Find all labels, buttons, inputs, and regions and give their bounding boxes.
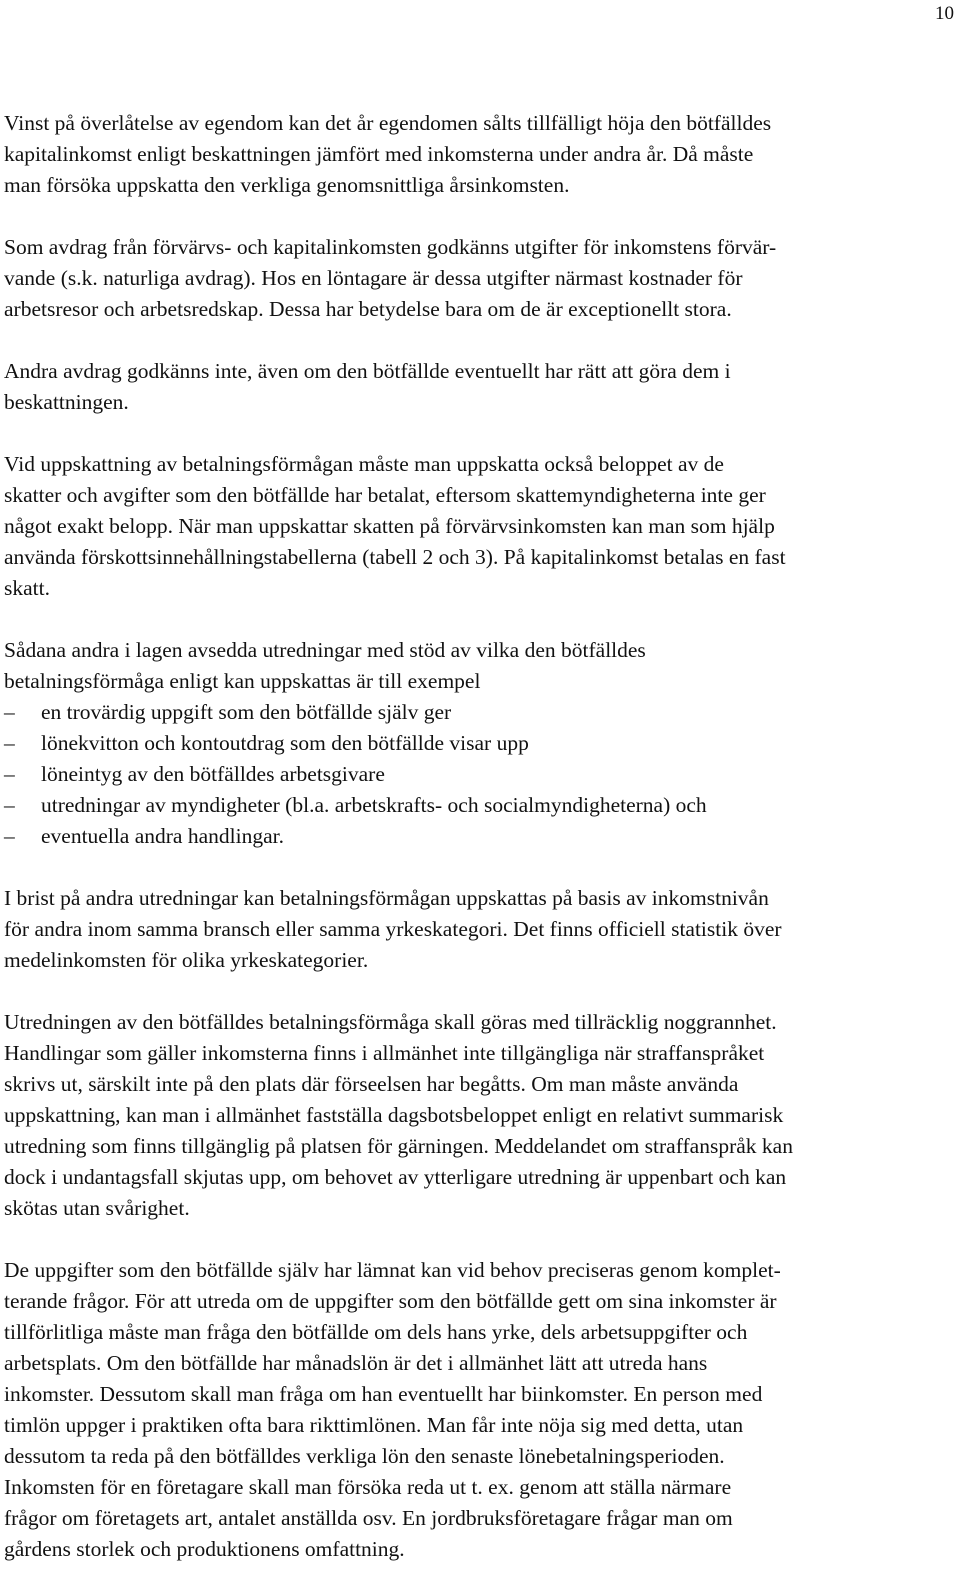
dash-marker: –: [4, 824, 15, 848]
list-item: [4, 697, 948, 728]
page-number: 10: [935, 3, 954, 24]
list-item: [4, 821, 948, 852]
list-item-text: lönekvitton och kontoutdrag som den bötfällde visar upp: [41, 731, 529, 755]
dash-marker: –: [4, 762, 15, 786]
list-item-text: en trovärdig uppgift som den bötfällde själv ger: [41, 700, 452, 724]
dash-marker: –: [4, 793, 15, 817]
list-item: [4, 759, 948, 790]
paragraph-capital-gain: Vinst på överlåtelse av egendom kan det år egendomen sålts tillfälligt höja den bötfälldes kapitalinkomst enligt beskattningen jämfört med inkomsterna under andra år. Då måste man försöka uppskatta den verkliga genomsnittliga årsinkomsten.: [4, 111, 772, 197]
list-item: [4, 728, 948, 759]
paragraph-list-intro: Sådana andra i lagen avsedda utredningar med stöd av vilka den bötfälldes betalningsförmåga enligt kan uppskattas är till exempel: [4, 638, 646, 693]
list-item: [4, 790, 948, 821]
paragraph-tax-estimation: Vid uppskattning av betalningsförmågan måste man uppskatta också beloppet av de skatter och avgifter som den bötfällde har betalat, eftersom skattemyndigheterna inte ger något exakt belopp. När man uppskattar skatten på förvärvsinkomsten kan man som hjälp använda förskottsinnehållningstabellerna (tabell 2 och 3). På kapitalinkomst betalas en fast skatt.: [4, 452, 786, 600]
paragraph-questions: De uppgifter som den bötfällde själv har lämnat kan vid behov preciseras genom komplet- terande frågor. För att utreda om de uppgifter som den bötfällde gett om sina inkomster är tillförlitliga måste man fråga den bötfällde om dels hans yrke, dels arbetsuppgifter och arbetsplats. Om den bötfällde har månadslön är det i allmänhet lätt att utreda hans inkomster. Dessutom skall man fråga om han eventuellt har biinkomster. En person med timlön uppger i praktiken ofta bara rikttimlönen. Man får inte nöja sig med detta, utan dessutom ta reda på den bötfälldes verkliga lön den senaste lönebetalningsperioden. Inkomsten för en företagare skall man försöka reda ut t. ex. genom att ställa närmare frågor om företagets art, antalet anställda osv. En jordbruksföretagare frågar man om gårdens storlek och produktionens omfattning.: [4, 1258, 781, 1561]
paragraph-deductions: Som avdrag från förvärvs- och kapitalinkomsten godkänns utgifter för inkomstens förvär- vande (s.k. naturliga avdrag). Hos en löntagare är dessa utgifter närmast kostnader för arbetsresor och arbetsredskap. Dessa har betydelse bara om de är exceptionellt stora.: [4, 235, 777, 321]
list-item-text: utredningar av myndigheter (bl.a. arbetskrafts- och socialmyndigheterna) och: [41, 793, 707, 817]
paragraph-income-level: I brist på andra utredningar kan betalningsförmågan uppskattas på basis av inkomstnivån för andra inom samma bransch eller samma yrkeskategori. Det finns officiell statistik över medelinkomsten för olika yrkeskategorier.: [4, 886, 782, 972]
list-item-text: löneintyg av den bötfälldes arbetsgivare: [41, 762, 385, 786]
dash-marker: –: [4, 700, 15, 724]
paragraph-other-deductions: Andra avdrag godkänns inte, även om den bötfällde eventuellt har rätt att göra dem i beskattningen.: [4, 359, 731, 414]
list-item-text: eventuella andra handlingar.: [41, 824, 284, 848]
paragraph-accuracy: Utredningen av den bötfälldes betalningsförmåga skall göras med tillräcklig noggrannhet. Handlingar som gäller inkomsterna finns i allmänhet inte tillgängliga när straffanspråket skrivs ut, särskilt inte på den plats där förseelsen har begåtts. Om man måste använda uppskattning, kan man i allmänhet fastställa dagsbotsbeloppet enligt en relativt summarisk utredning som finns tillgänglig på platsen för gärningen. Meddelandet om straffanspråk kan dock i undantagsfall skjutas upp, om behovet av ytterligare utredning är uppenbart och kan skötas utan svårighet.: [4, 1010, 793, 1220]
evidence-list: [4, 697, 948, 852]
document-body: [4, 108, 948, 1596]
dash-marker: –: [4, 731, 15, 755]
